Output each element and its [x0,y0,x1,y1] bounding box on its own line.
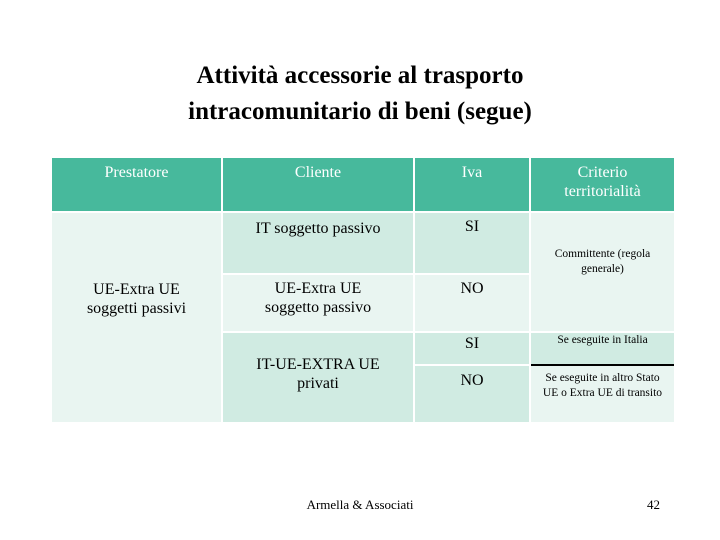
header-prestatore-label: Prestatore [104,164,169,181]
cliente-cell-3 [223,333,413,422]
cliente-value-1: IT soggetto passivo [255,220,381,237]
criterio-cell-1 [531,213,674,331]
cliente-value-2: UE-Extra UE soggetto passivo [264,280,372,316]
page-number: 42 [647,497,660,512]
title-line-1: Attività accessorie al trasporto [196,62,524,89]
header-criterio [531,158,674,211]
header-iva-label: Iva [461,164,483,181]
header-cliente [223,158,413,211]
prestatore-cell [52,213,221,422]
slide-title [0,58,720,130]
header-cliente-label: Cliente [294,164,342,181]
iva-value-1: SI [464,218,480,235]
iva-value-2: NO [460,280,484,297]
header-prestatore [52,158,221,211]
criterio-value-2: Se eseguite in Italia [557,334,648,346]
iva-cell-4 [415,366,529,422]
iva-value-4: NO [460,372,484,389]
iva-cell-3 [415,333,529,364]
cliente-cell-1 [223,213,413,273]
criterio-cell-2 [531,333,674,364]
iva-cell-1 [415,213,529,273]
header-criterio-label: Criterio territorialità [564,164,641,200]
criterio-value-3: Se eseguite in altro Stato UE o Extra UE di transito [542,372,663,399]
iva-cell-2 [415,275,529,331]
cliente-cell-2 [223,275,413,331]
iva-value-3: SI [464,335,480,352]
criterio-cell-3 [531,366,674,422]
criterio-value-1: Committente (regola generale) [554,248,651,275]
title-line-2: intracomunitario di beni (segue) [188,98,532,125]
cliente-value-3: IT-UE-EXTRA UE privati [256,356,380,392]
header-iva [415,158,529,211]
prestatore-value: UE-Extra UE soggetti passivi [86,281,187,317]
footer-author: Armella & Associati [306,497,414,512]
